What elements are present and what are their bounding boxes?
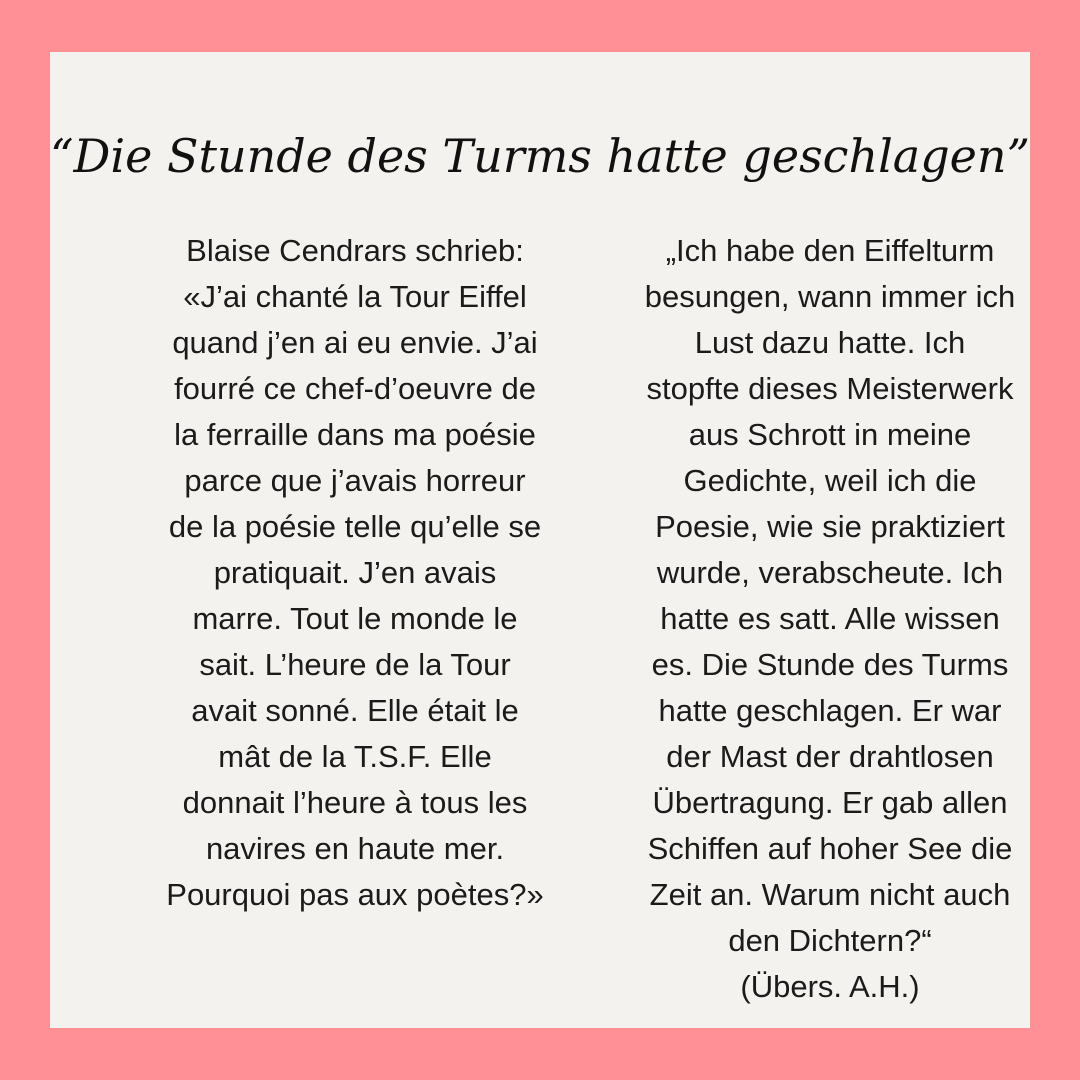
french-quote-line: quand j’en ai eu envie. J’ai	[172, 325, 538, 360]
quote-card	[50, 52, 1030, 1028]
german-translation-line: stopfte dieses Meisterwerk	[646, 371, 1014, 406]
german-translation-line: den Dichtern?“	[728, 923, 932, 958]
french-quote-line: «J’ai chanté la Tour Eiffel	[183, 279, 527, 314]
german-translation-line: hatte geschlagen. Er war	[658, 693, 1002, 728]
french-quote-line: pratiquait. J’en avais	[213, 555, 497, 590]
german-translation-line: Lust dazu hatte. Ich	[694, 325, 966, 360]
german-translation-line: Zeit an. Warum nicht auch	[649, 877, 1011, 912]
german-translation-line: wurde, verabscheute. Ich	[656, 555, 1004, 590]
french-quote-line: donnait l’heure à tous les	[182, 785, 528, 820]
french-quote-line: Pourquoi pas aux poètes?»	[166, 877, 544, 912]
french-quote-line: sait. L’heure de la Tour	[199, 647, 511, 682]
german-translation-line: der Mast der drahtlosen	[666, 739, 994, 774]
french-quote-line: navires en haute mer.	[205, 831, 505, 866]
german-translation-line: hatte es satt. Alle wissen	[660, 601, 1000, 636]
french-quote-line: mât de la T.S.F. Elle	[218, 739, 492, 774]
german-translation-line: besungen, wann immer ich	[644, 279, 1016, 314]
french-quote-line: parce que j’avais horreur	[184, 463, 526, 498]
french-quote-line: marre. Tout le monde le	[192, 601, 518, 636]
german-translation-line: Gedichte, weil ich die	[683, 463, 977, 498]
german-translation-line: Schiffen auf hoher See die	[647, 831, 1013, 866]
german-translation-column	[605, 228, 1055, 1010]
french-quote-line: avait sonné. Elle était le	[191, 693, 519, 728]
german-translation-line: aus Schrott in meine	[688, 417, 972, 452]
german-translation-line: Poesie, wie sie praktiziert	[655, 509, 1005, 544]
french-quote-line: la ferraille dans ma poésie	[174, 417, 536, 452]
french-quote-line: de la poésie telle qu’elle se	[168, 509, 542, 544]
translator-credit: (Übers. A.H.)	[740, 969, 920, 1004]
german-translation-line: Übertragung. Er gab allen	[652, 785, 1008, 820]
german-translation-line: „Ich habe den Eiffelturm	[665, 233, 995, 268]
french-quote-line: Blaise Cendrars schrieb:	[186, 233, 524, 268]
quote-title: “Die Stunde des Turms hatte geschlagen”	[50, 129, 1031, 183]
german-translation-line: es. Die Stunde des Turms	[651, 647, 1009, 682]
french-quote-line: fourré ce chef-d’oeuvre de	[174, 371, 536, 406]
french-quote-column	[125, 228, 585, 918]
